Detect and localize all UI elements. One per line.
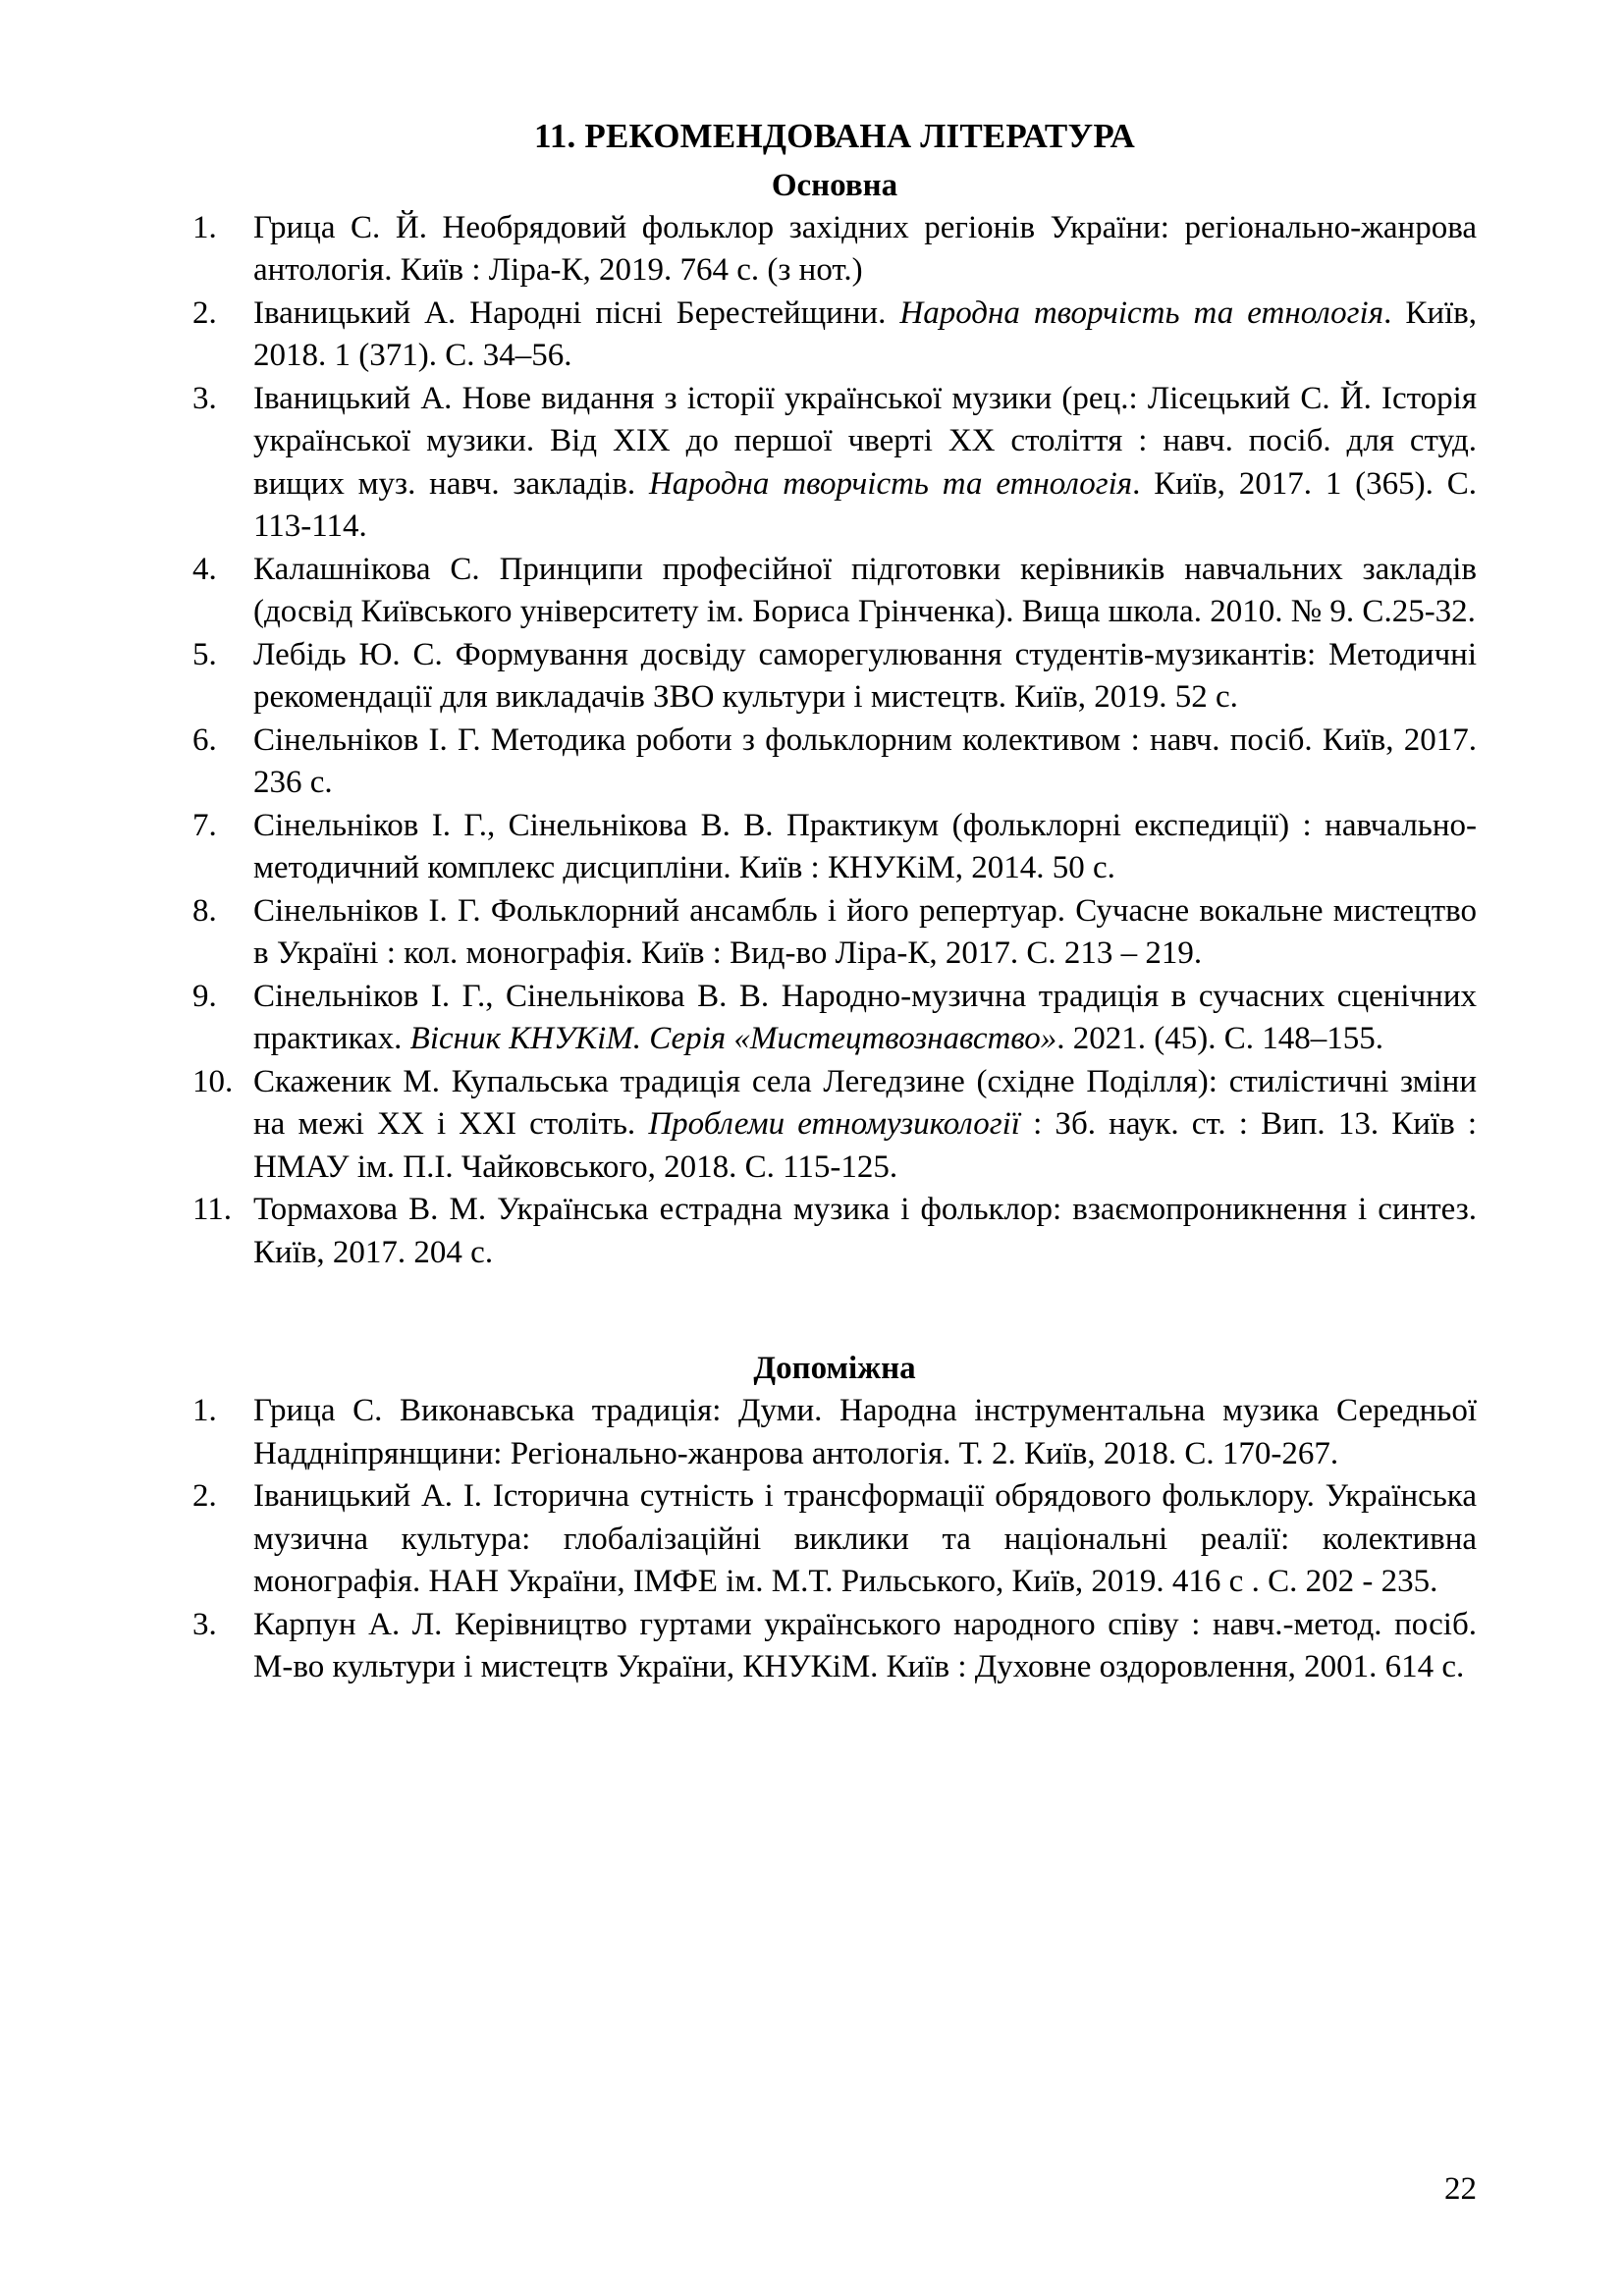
reference-text: [253, 976, 1477, 1061]
reference-item: [192, 890, 1477, 976]
reference-text-run: Карпун А. Л. Керівництво гуртами українського народного співу : навч.-метод. посіб. М-во культури і мистецтв України, КНУКіМ. Київ : Духовне оздоровлення, 2001. 614 с.: [253, 1606, 1477, 1685]
reference-item: [192, 1604, 1477, 1689]
reference-item: [192, 549, 1477, 634]
reference-text: [253, 1390, 1477, 1475]
reference-item: [192, 207, 1477, 293]
section-heading: Основна: [771, 167, 898, 203]
reference-text: [253, 720, 1477, 805]
reference-text: [253, 890, 1477, 976]
reference-text-run: Скаженик М. Купальська традиція села Легедзине (східне Поділля): стилістичні зміни на межі XX і XXI століть.: [253, 1063, 1477, 1143]
reference-text: [253, 1061, 1477, 1189]
reference-text-run: Грица С. Виконавська традиція: Думи. Народна інструментальна музика Середньої Наддніпрянщини: Регіонально-жанрова антологія. Т. 2. Київ, 2018. С. 170-267.: [253, 1393, 1477, 1471]
reference-text-run: Калашнікова С. Принципи професійної підготовки керівників навчальних закладів (досвід Київського університету ім. Бориса Грінченка). Вища школа. 2010. № 9. С.25-32.: [253, 551, 1477, 630]
reference-text-run: Сінельніков І. Г. Методика роботи з фольклорним колективом : навч. посіб. Київ, 2017. 236 с.: [253, 721, 1477, 801]
section-heading: Допоміжна: [753, 1351, 916, 1387]
reference-source-title: Проблеми етномузикології: [648, 1106, 1020, 1143]
page-title: 11. РЕКОМЕНДОВАНА ЛІТЕРАТУРА: [534, 117, 1135, 155]
reference-text: [253, 378, 1477, 549]
reference-source-title: Народна творчість та етнологія: [899, 294, 1384, 331]
reference-text: [253, 1189, 1477, 1274]
reference-text: [253, 634, 1477, 720]
reference-text-run: : Зб. наук. ст. : Вип. 13. Київ : НМАУ ім. П.І. Чайковського, 2018. С. 115-125.: [253, 1106, 1477, 1185]
reference-text-run: Тормахова В. М. Українська естрадна музика і фольклор: взаємопроникнення і синтез. Київ, 2017. 204 с.: [253, 1192, 1477, 1270]
page-number: 22: [1444, 2171, 1477, 2207]
reference-item: [192, 1061, 1477, 1189]
reference-text: [253, 1604, 1477, 1689]
reference-text: [253, 805, 1477, 890]
reference-text: [253, 207, 1477, 293]
reference-item: [192, 720, 1477, 805]
reference-text-run: Іваницький А. Народні пісні Берестейщини.: [253, 294, 900, 331]
reference-text: [253, 1475, 1477, 1603]
reference-item: [192, 634, 1477, 720]
reference-item: [192, 378, 1477, 549]
reference-text-run: Лебідь Ю. С. Формування досвіду саморегулювання студентів-музикантів: Методичні рекомендації для викладачів ЗВО культури і мистецтв. Київ, 2019. 52 с.: [253, 636, 1477, 716]
reference-text-run: Грица С. Й. Необрядовий фольклор західних регіонів України: регіонально-жанрова антологія. Київ : Ліра-К, 2019. 764 с. (з нот.): [253, 209, 1477, 289]
reference-text-run: Іваницький А. Нове видання з історії української музики (рец.: Лісецький С. Й. Історія української музики. Від XIX до першої чверті XX століття : навч. посіб. для студ. вищих муз. навч. закладів.: [253, 380, 1477, 502]
bibliography-sections: [192, 166, 1477, 1689]
reference-source-title: Народна творчість та етнологія: [648, 465, 1133, 502]
reference-text-run: Сінельніков І. Г. Фольклорний ансамбль і його репертуар. Сучасне вокальне мистецтво в Україні : кол. монографія. Київ : Вид-во Ліра-К, 2017. С. 213 – 219.: [253, 892, 1477, 972]
reference-list: [192, 1390, 1477, 1688]
reference-text: [253, 549, 1477, 634]
reference-text-run: Іваницький А. І. Історична сутність і трансформації обрядового фольклору. Українська музична культура: глобалізаційні виклики та національні реалії: колективна монографія. НАН України, ІМФЕ ім. М.Т. Рильського, Київ, 2019. 416 с . С. 202 - 235.: [253, 1478, 1477, 1600]
reference-list: [192, 207, 1477, 1274]
reference-item: [192, 1189, 1477, 1274]
reference-text-run: Сінельніков І. Г., Сінельнікова В. В. Народно-музична традиція в сучасних сценічних практиках.: [253, 978, 1477, 1057]
reference-text-run: . Київ, 2017. 1 (365). С. 113-114.: [253, 465, 1477, 545]
reference-text-run: Сінельніков І. Г., Сінельнікова В. В. Практикум (фольклорні експедиції) : навчально-методичний комплекс дисципліни. Київ : КНУКіМ, 2014. 50 с.: [253, 807, 1477, 886]
reference-item: [192, 976, 1477, 1061]
reference-item: [192, 293, 1477, 378]
reference-text: [253, 293, 1477, 378]
reference-item: [192, 805, 1477, 890]
reference-source-title: Вісник КНУКіМ. Серія «Мистецтвознавство»: [409, 1021, 1057, 1057]
reference-item: [192, 1475, 1477, 1603]
reference-text-run: . Київ, 2018. 1 (371). С. 34–56.: [253, 294, 1477, 374]
reference-item: [192, 1390, 1477, 1475]
reference-text-run: . 2021. (45). С. 148–155.: [1056, 1021, 1384, 1057]
